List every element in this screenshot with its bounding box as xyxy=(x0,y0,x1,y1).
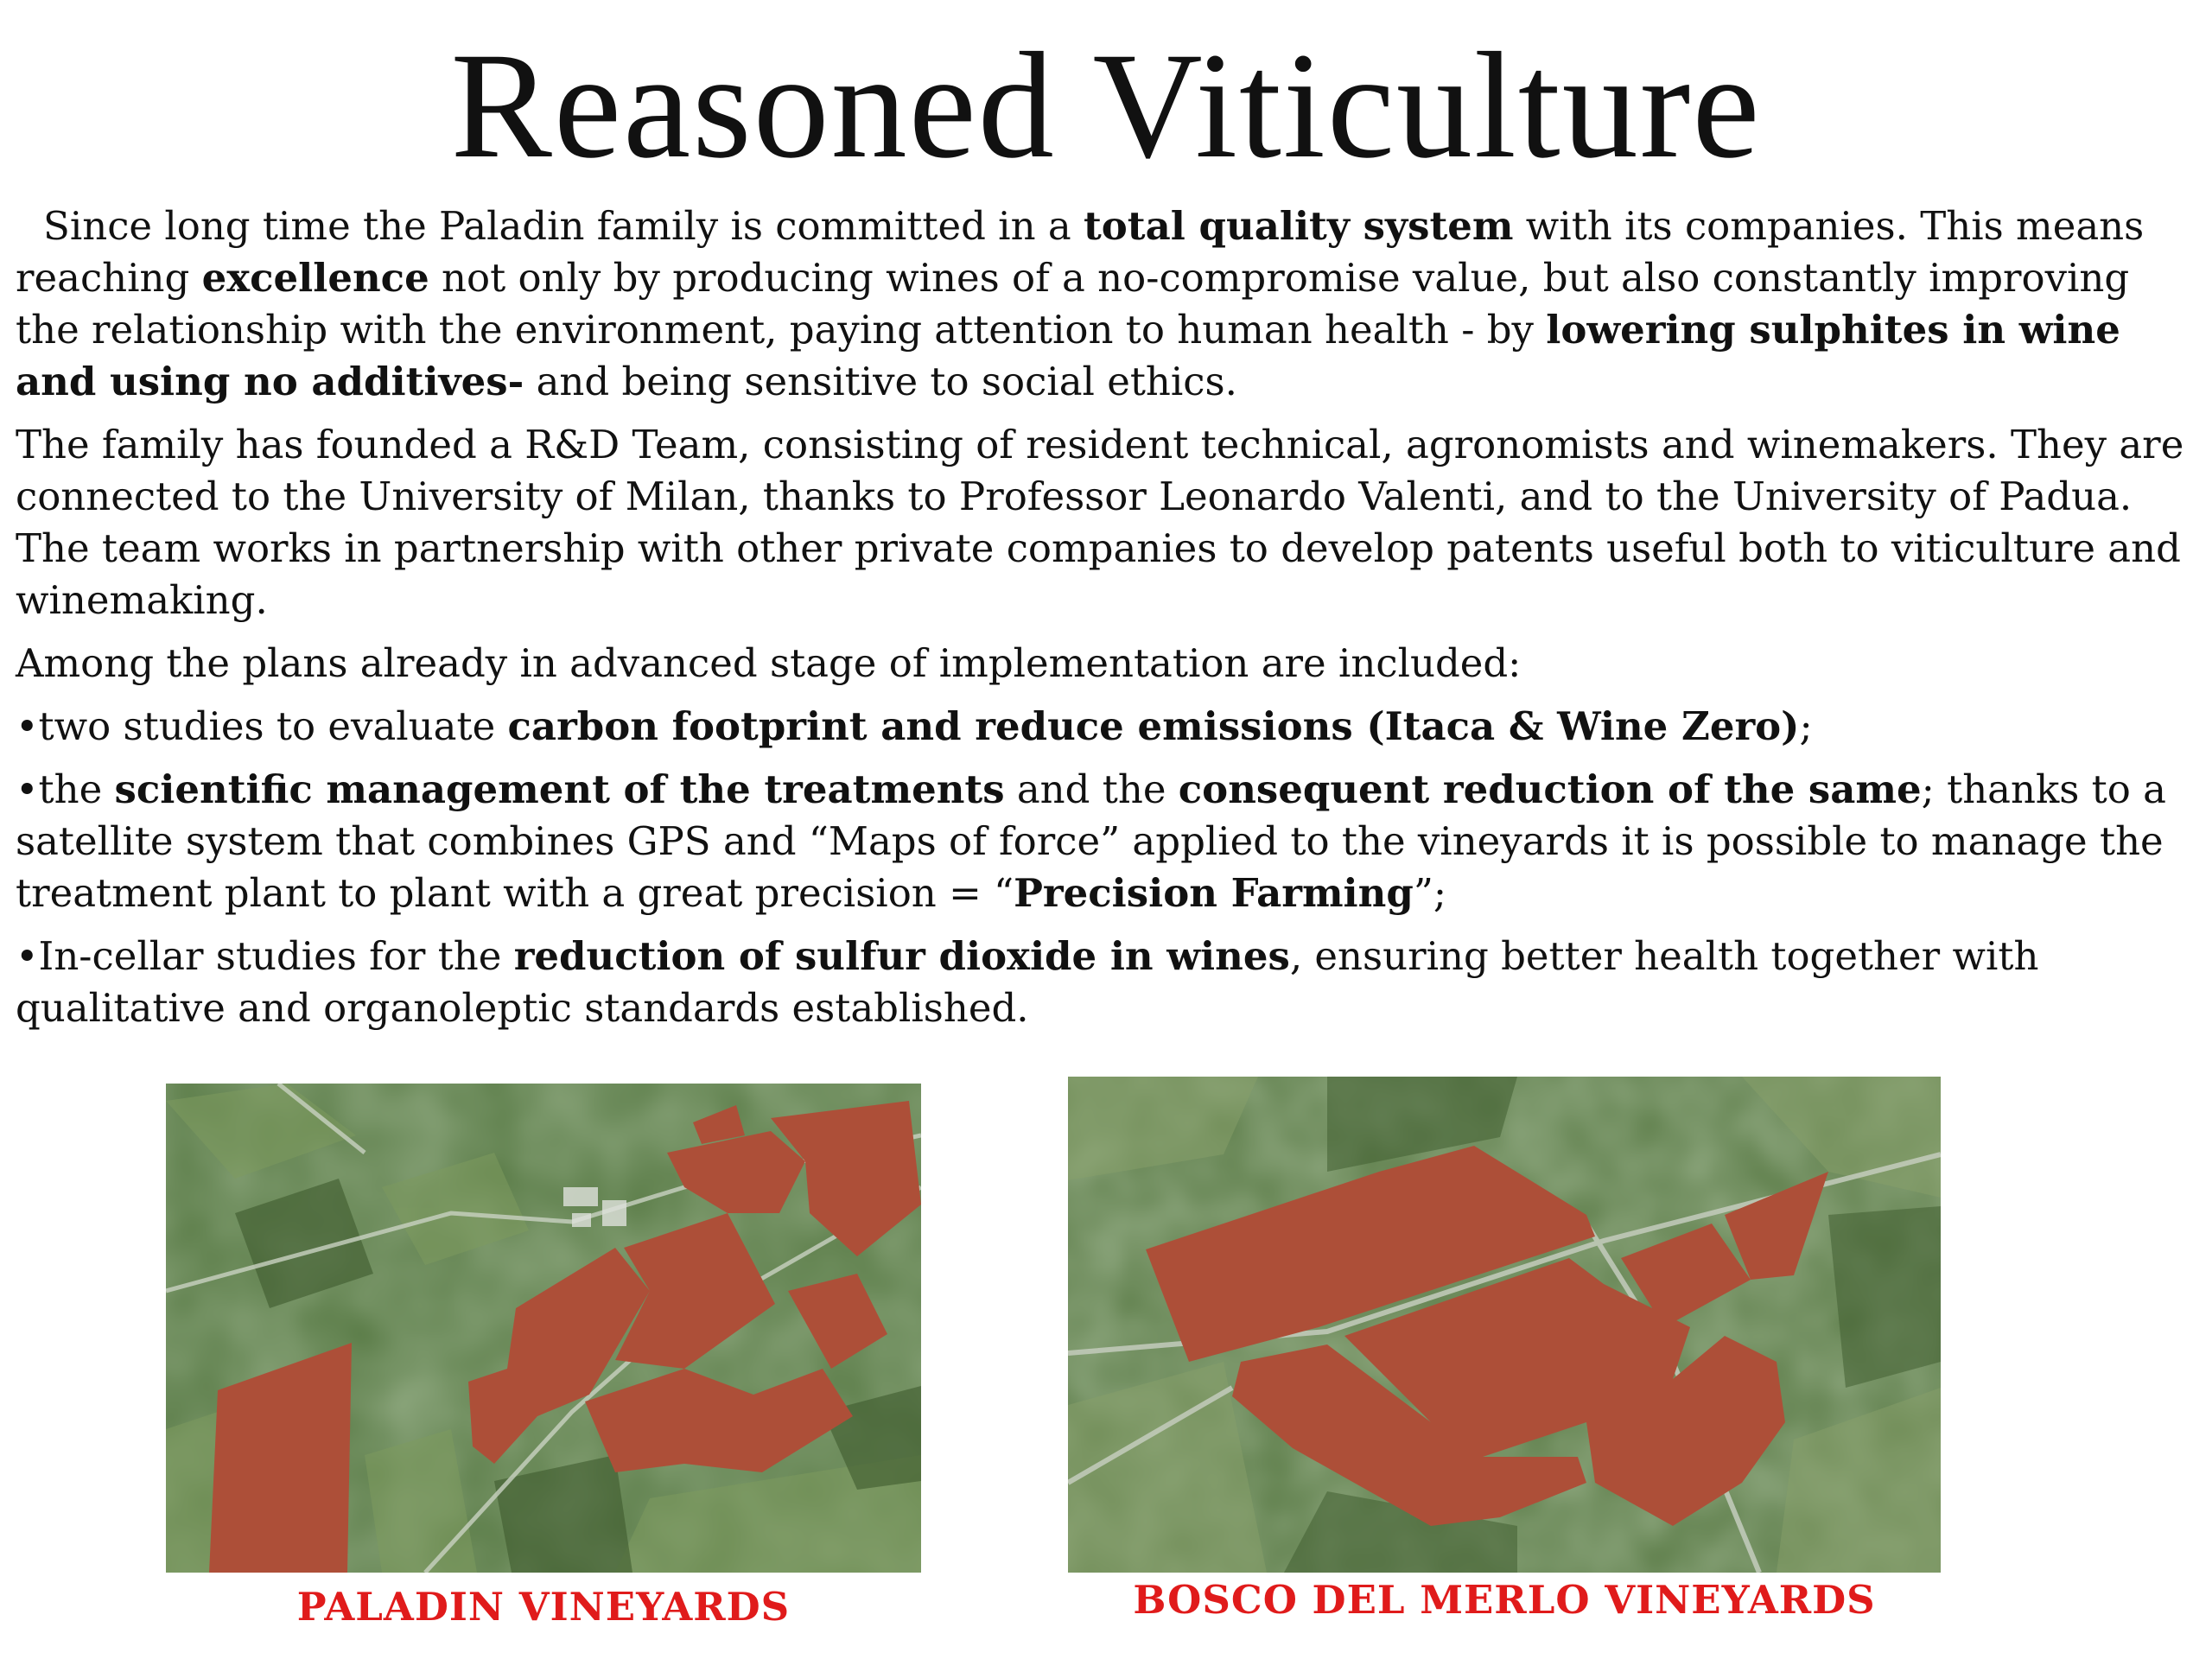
text-segment: •two studies to evaluate xyxy=(16,703,508,749)
text-segment: ; thanks to a satellite system that combines GPS and “Maps of force” applied to the vineyards it is possible to manage the treatment plant to plant with a great precision = “ xyxy=(16,766,2166,916)
bosco-del-merlo-vineyards-caption: BOSCO DEL MERLO VINEYARDS xyxy=(1133,1577,1876,1623)
bold-text-segment: carbon footprint and reduce emissions (Itaca & Wine Zero) xyxy=(507,703,1800,749)
bold-text-segment: consequent reduction of the same xyxy=(1178,766,1922,812)
bold-text-segment: reduction of sulfur dioxide in wines xyxy=(513,933,1290,979)
bold-text-segment: Precision Farming xyxy=(1014,870,1414,916)
text-segment: The family has founded a R&D Team, consisting of resident technical, agronomists and winemakers. They are connected to the University of Milan, thanks to Professor Leonardo Valenti, and to the University of Padua. The team works in partnership with other private companies to develop patents useful both to viticulture and winemaking. xyxy=(16,422,2184,623)
text-segment: •the xyxy=(16,766,115,812)
bold-text-segment: lowering sulphites in wine and using no additives- xyxy=(16,307,2120,404)
text-segment: Among the plans already in advanced stage of implementation are included: xyxy=(16,640,1522,686)
paragraph-plans-intro xyxy=(16,638,2202,690)
paragraph-intro xyxy=(16,200,2202,408)
bold-text-segment: excellence xyxy=(201,255,429,301)
text-segment: and being sensitive to social ethics. xyxy=(524,359,1237,404)
text-segment: with its companies. This means reaching xyxy=(16,203,2145,301)
bullet-sulfur-dioxide xyxy=(16,931,2202,1034)
bold-text-segment: total quality system xyxy=(1084,203,1514,249)
page-title: Reasoned Viticulture xyxy=(450,22,1762,190)
text-segment: ”; xyxy=(1413,870,1447,916)
text-segment: , ensuring better health together with qualitative and organoleptic standards established. xyxy=(16,933,2039,1031)
text-segment: and the xyxy=(1004,766,1179,812)
text-segment: Since long time the Paladin family is committed in a xyxy=(43,203,1084,249)
body-text xyxy=(16,200,2202,1046)
text-segment: ; xyxy=(1799,703,1813,749)
bullet-precision-farming xyxy=(16,764,2202,919)
text-segment: •In-cellar studies for the xyxy=(16,933,514,979)
bosco-del-merlo-vineyard-map xyxy=(1068,1077,1941,1573)
paladin-vineyard-map xyxy=(166,1084,921,1573)
bullet-carbon-footprint xyxy=(16,701,2202,753)
paladin-vineyards-caption: PALADIN VINEYARDS xyxy=(296,1584,791,1630)
paragraph-rd-team xyxy=(16,419,2202,626)
vineyard-maps xyxy=(0,1071,2212,1659)
text-segment: not only by producing wines of a no-compromise value, but also constantly improving the relationship with the environment, paying attention to human health - by xyxy=(16,255,2130,353)
bold-text-segment: scientific management of the treatments xyxy=(114,766,1005,812)
